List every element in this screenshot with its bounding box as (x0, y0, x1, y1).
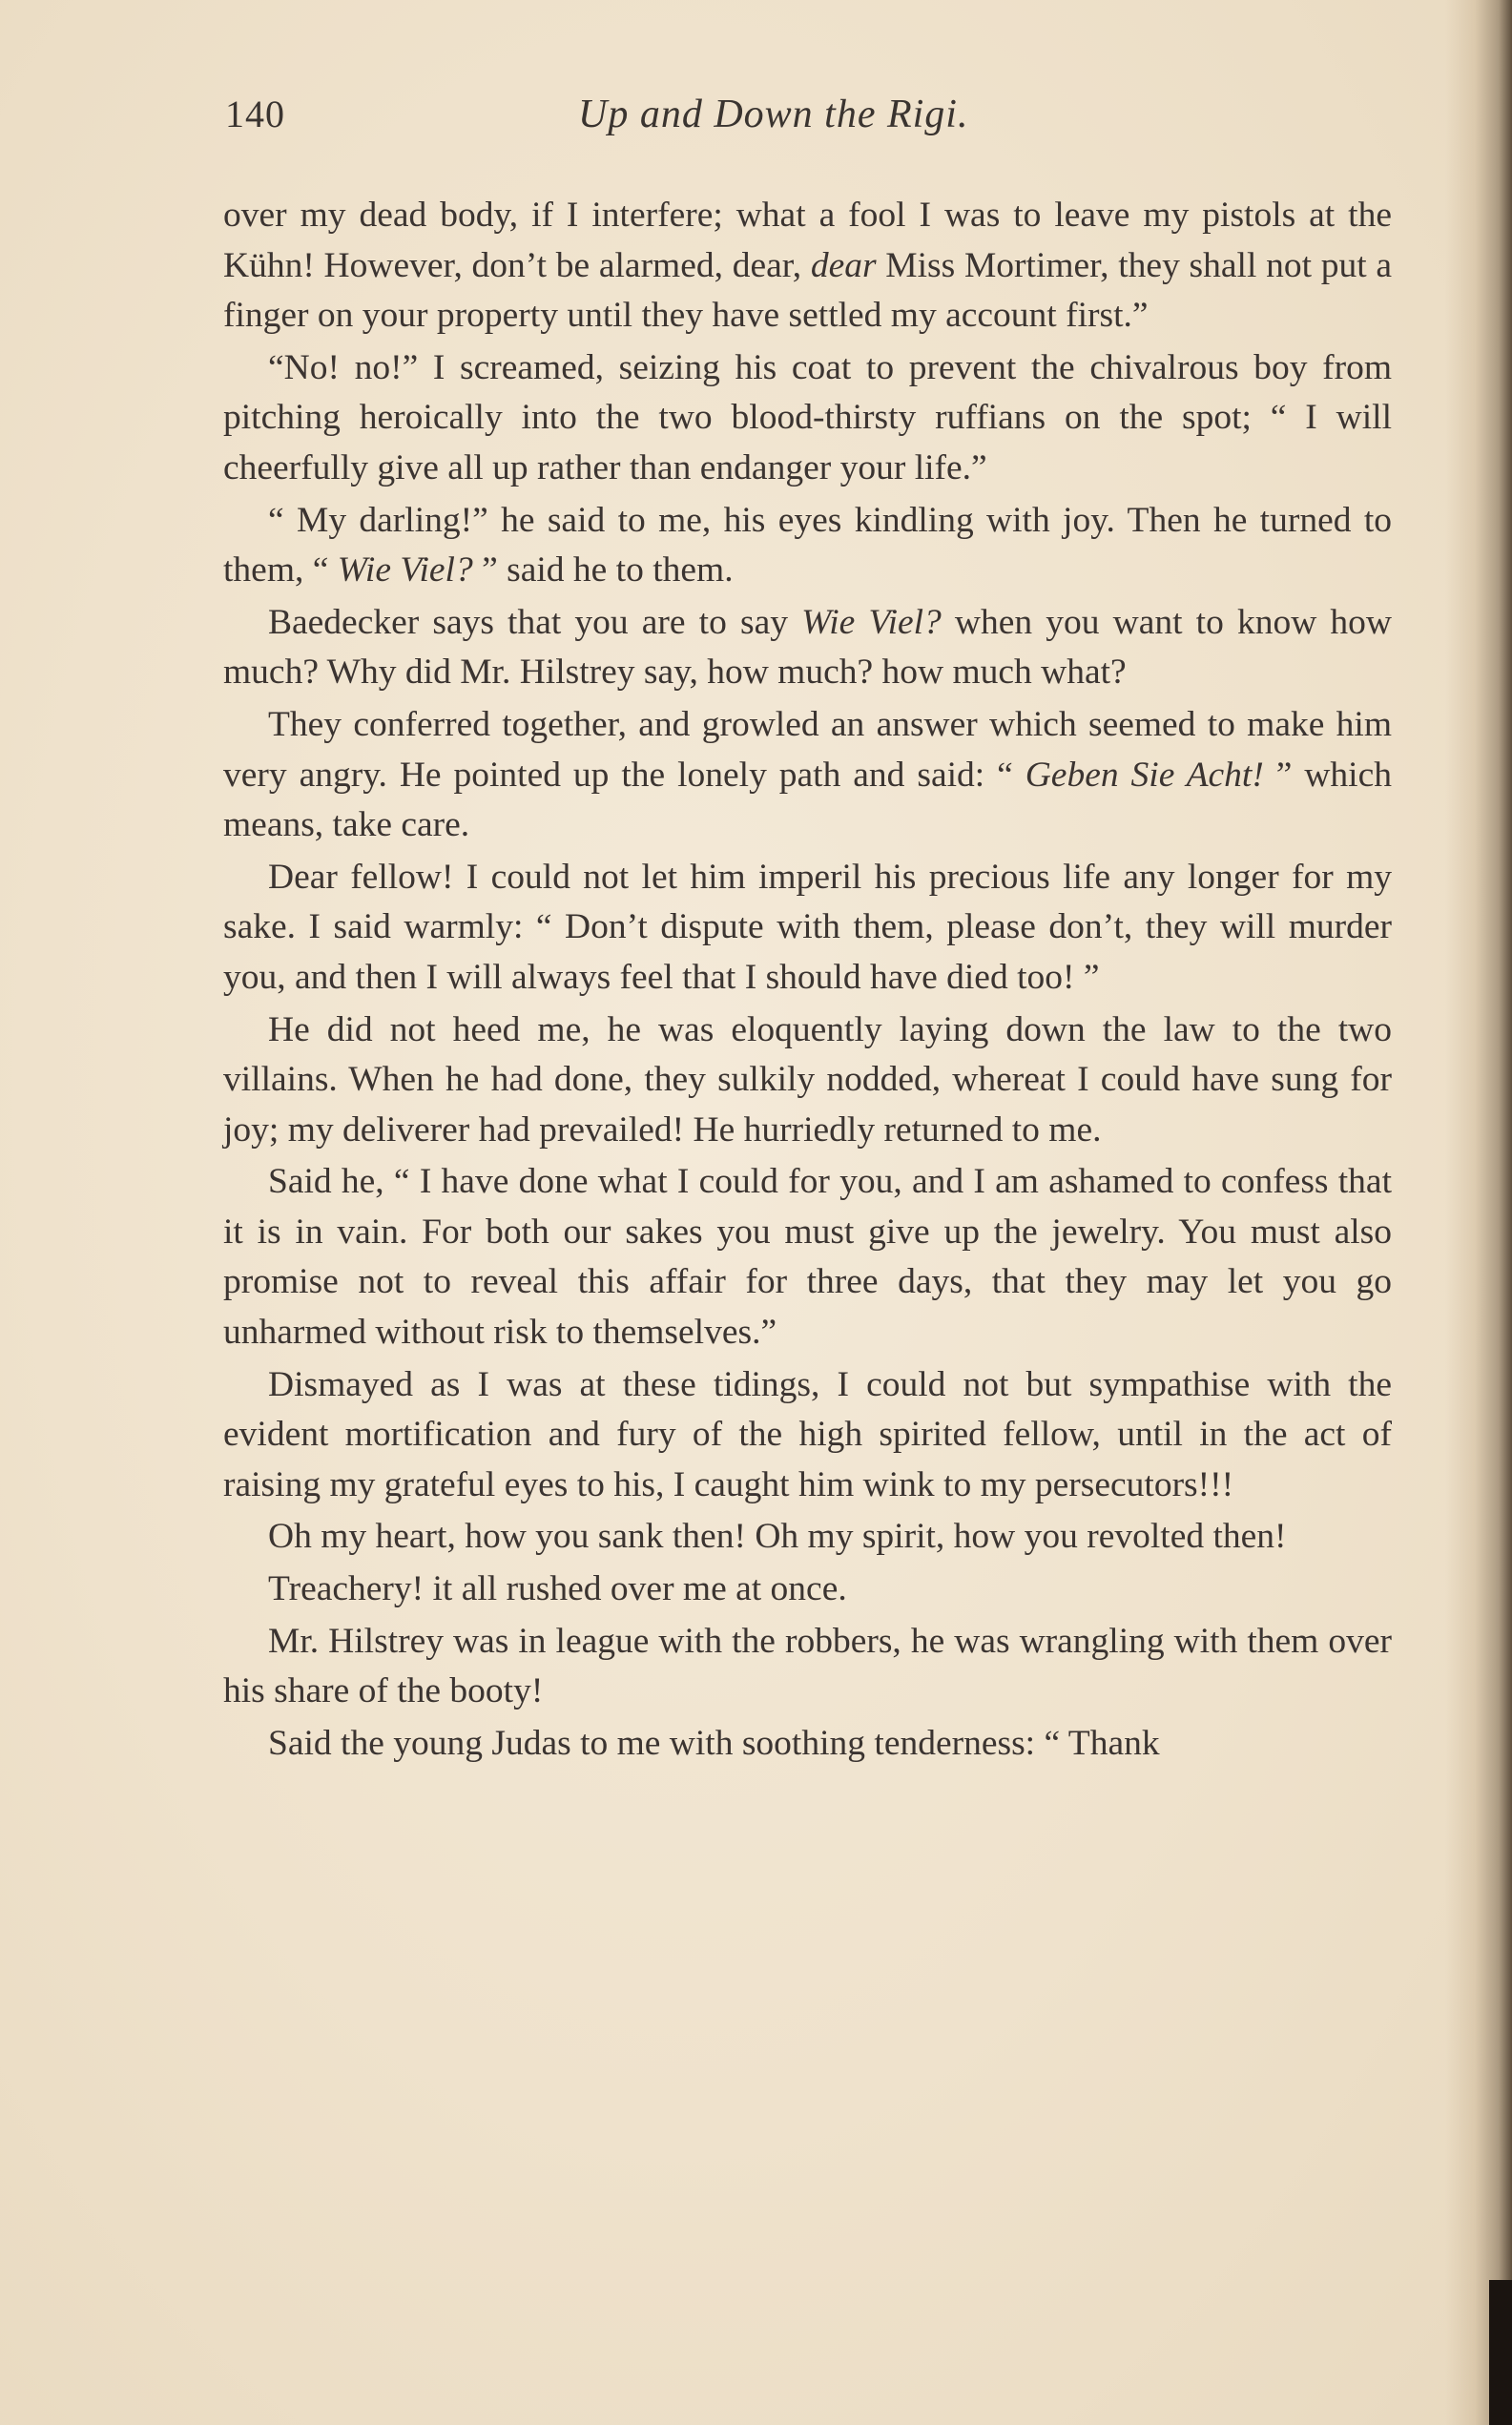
text-segment: Treachery! it all rushed over me at once. (268, 1569, 847, 1609)
paragraph (223, 700, 1392, 851)
paragraph (223, 598, 1392, 698)
paragraph (223, 1360, 1392, 1511)
paragraph (223, 191, 1392, 342)
body-text (223, 191, 1392, 1769)
paragraph (223, 1617, 1392, 1717)
paragraph (223, 1005, 1392, 1156)
paragraph (223, 1512, 1392, 1563)
paragraph (223, 1719, 1392, 1770)
text-segment: Said the young Judas to me with soothing tenderness: “ Thank (268, 1723, 1160, 1763)
page-edge-shadow (1445, 0, 1512, 2425)
paragraph (223, 496, 1392, 596)
text-segment: over my dead body, if I interfere; what a fool I was to leave my pistols at the Kühn! However, don’t be alarmed, dear, (223, 196, 1392, 285)
text-segment: ” said he to them. (472, 550, 734, 591)
text-segment: when you want to know how much? Why did Mr. Hilstrey say, how much? how much what? (223, 602, 1393, 693)
italic-text: Wie Viel? (801, 602, 942, 642)
page-header (225, 92, 1398, 158)
text-segment: Dismayed as I was at these tidings, I could not but sympathise with the evident mortification and fury of the high spirited fellow, until in the act of raising my grateful eyes to his, I caught him wink to my persecutors!!! (223, 1364, 1392, 1504)
paragraph (223, 853, 1392, 1004)
text-segment: Baedecker says that you are to say (268, 602, 802, 642)
text-segment: Mr. Hilstrey was in league with the robbers, he was wrangling with them over his share of the booty! (223, 1621, 1392, 1711)
text-segment: He did not heed me, he was eloquently laying down the law to the two villains. When he had done, they sulkily nodded, whereat I could have sung for joy; my deliverer had prevailed! He hurriedly returned to me. (223, 1009, 1392, 1150)
binding-edge (1489, 2280, 1512, 2425)
italic-text: Wie Viel? (337, 550, 473, 591)
italic-text: dear (810, 245, 877, 285)
paragraph (223, 1565, 1392, 1615)
running-title: Up and Down the Rigi. (578, 93, 969, 136)
paragraph (223, 343, 1392, 494)
text-segment: ” which means, take care. (223, 755, 1392, 845)
text-segment: Said he, “ I have done what I could for you, and I am ashamed to confess that it is in vain. For both our sakes you must give up the jewelry. You must also promise not to reveal this affair for three days, that they may let you go unharmed without risk to themselves.” (223, 1162, 1392, 1353)
text-segment: Dear fellow! I could not let him imperil his precious life any longer for my sake. I said warmly: “ Don’t dispute with them, please don’t, they will murder you, and then I will always feel that I should have died too! ” (223, 857, 1392, 997)
paragraph (223, 1157, 1392, 1358)
text-segment: Oh my heart, how you sank then! Oh my spirit, how you revolted then! (268, 1517, 1287, 1557)
text-segment: Miss Mortimer, they shall not put a finger on your property until they have settled my account first.” (223, 245, 1392, 336)
text-segment: They conferred together, and growled an answer which seemed to make him very angry. He pointed up the lonely path and said: “ (223, 704, 1392, 795)
text-segment: “No! no!” I screamed, seizing his coat to prevent the chivalrous boy from pitching heroically into the two blood-thirsty ruffians on the spot; “ I will cheerfully give all up rather than endanger your life.” (223, 347, 1392, 487)
page-number: 140 (225, 93, 285, 135)
italic-text: Geben Sie Acht! (1025, 755, 1264, 795)
text-segment: “ My darling!” he said to me, his eyes kindling with joy. Then he turned to them, “ (223, 500, 1392, 591)
